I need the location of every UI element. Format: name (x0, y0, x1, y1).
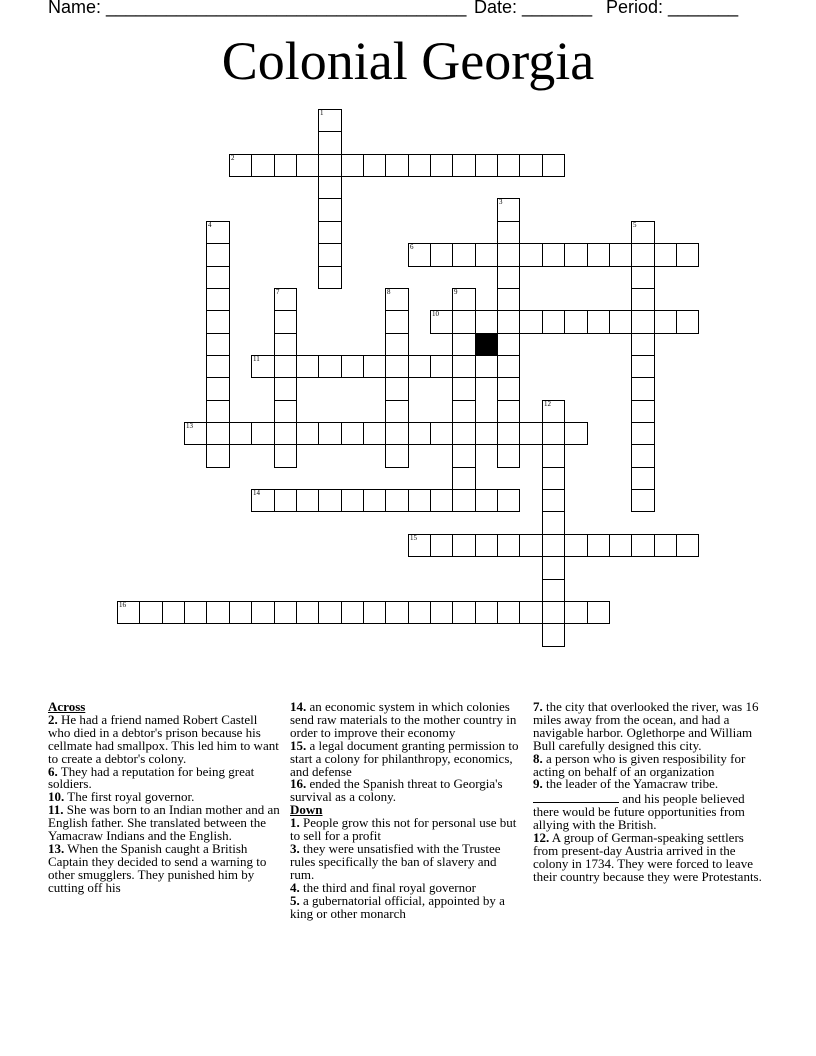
grid-cell[interactable] (676, 534, 699, 557)
grid-cell[interactable] (430, 534, 453, 557)
grid-cell[interactable] (318, 489, 342, 512)
grid-cell[interactable] (452, 154, 476, 177)
clue-number: 5 (633, 221, 637, 229)
grid-cell[interactable] (676, 310, 699, 334)
grid-cell[interactable] (475, 154, 498, 177)
grid-cell[interactable] (274, 310, 297, 334)
grid-cell[interactable] (497, 266, 520, 289)
date-field-label[interactable]: Date: _______ (474, 0, 593, 17)
grid-cell[interactable] (184, 422, 207, 445)
grid-cell[interactable] (519, 310, 543, 334)
grid-cell[interactable] (497, 198, 520, 222)
grid-cell[interactable] (497, 400, 520, 423)
grid-cell[interactable] (318, 154, 342, 177)
grid-cell[interactable] (676, 243, 699, 267)
clue-down-7: 7. the city that overlooked the river, was 16 miles away from the ocean, and had a navigable harbor. Oglethorpe and William Bull carefully designed this city. (533, 699, 759, 753)
grid-cell[interactable] (654, 534, 677, 557)
grid-cell[interactable] (452, 310, 476, 334)
grid-cell[interactable] (385, 377, 409, 401)
grid-cell[interactable] (452, 534, 476, 557)
grid-cell[interactable] (408, 489, 431, 512)
grid-cell[interactable] (296, 601, 319, 624)
clue-number: 12 (544, 400, 551, 408)
grid-cell[interactable] (631, 422, 655, 445)
grid-cell[interactable] (206, 310, 230, 334)
clue-number: 10 (432, 310, 439, 318)
grid-cell[interactable] (430, 489, 453, 512)
grid-cell[interactable] (251, 601, 275, 624)
grid-cell[interactable] (274, 444, 297, 468)
clue-number: 1 (320, 109, 324, 117)
grid-cell[interactable] (564, 310, 588, 334)
grid-cell[interactable] (497, 333, 520, 356)
grid-cell[interactable] (139, 601, 163, 624)
clue-number: 2 (231, 154, 235, 162)
grid-cell[interactable] (587, 601, 610, 624)
grid-cell[interactable] (206, 444, 230, 468)
grid-cell-black (475, 333, 498, 356)
grid-cell[interactable] (274, 154, 297, 177)
grid-cell[interactable] (542, 444, 565, 468)
grid-cell[interactable] (542, 422, 565, 445)
grid-cell[interactable] (274, 288, 297, 311)
grid-cell[interactable] (519, 422, 543, 445)
grid-cell[interactable] (385, 400, 409, 423)
grid-cell[interactable] (519, 243, 543, 267)
grid-cell[interactable] (452, 355, 476, 378)
grid-cell[interactable] (385, 422, 409, 445)
clue-across-16: 16. ended the Spanish threat to Georgia's survival as a colony. (290, 776, 503, 805)
grid-cell[interactable] (631, 221, 655, 244)
grid-cell[interactable] (385, 333, 409, 356)
name-field-label[interactable]: Name: ____________________________________ (48, 0, 467, 17)
grid-cell[interactable] (229, 422, 252, 445)
grid-cell[interactable] (452, 333, 476, 356)
grid-cell[interactable] (542, 243, 565, 267)
grid-cell[interactable] (430, 601, 453, 624)
grid-cell[interactable] (206, 355, 230, 378)
grid-cell[interactable] (497, 377, 520, 401)
grid-cell[interactable] (162, 601, 185, 624)
grid-cell[interactable] (318, 355, 342, 378)
grid-cell[interactable] (631, 310, 655, 334)
grid-cell[interactable] (206, 288, 230, 311)
grid-cell[interactable] (117, 601, 140, 624)
grid-cell[interactable] (408, 534, 431, 557)
grid-cell[interactable] (497, 310, 520, 334)
grid-cell[interactable] (631, 266, 655, 289)
grid-cell[interactable] (475, 534, 498, 557)
page-title: Colonial Georgia (221, 31, 595, 91)
grid-cell[interactable] (475, 355, 498, 378)
period-field-label[interactable]: Period: _______ (606, 0, 739, 17)
grid-cell[interactable] (206, 266, 230, 289)
grid-cell[interactable] (542, 601, 565, 624)
grid-cell[interactable] (274, 422, 297, 445)
grid-cell[interactable] (542, 489, 565, 512)
grid-cell[interactable] (206, 422, 230, 445)
clue-down-12: 12. A group of German-speaking settlers from present-day Austria arrived in the colony in 1734. They were forced to leave their country because they were Protestants. (533, 830, 762, 884)
grid-cell[interactable] (631, 489, 655, 512)
grid-cell[interactable] (475, 310, 498, 334)
grid-cell[interactable] (229, 601, 252, 624)
grid-cell[interactable] (631, 333, 655, 356)
grid-cell[interactable] (296, 422, 319, 445)
clue-number: 3 (499, 198, 503, 206)
grid-cell[interactable] (341, 489, 364, 512)
grid-cell[interactable] (542, 467, 565, 490)
grid-cell[interactable] (587, 310, 610, 334)
grid-cell[interactable] (542, 310, 565, 334)
clue-number: 7 (276, 288, 280, 296)
grid-cell[interactable] (251, 154, 275, 177)
grid-cell[interactable] (274, 601, 297, 624)
grid-cell[interactable] (385, 444, 409, 468)
grid-cell[interactable] (542, 623, 565, 647)
grid-cell[interactable] (497, 221, 520, 244)
grid-cell[interactable] (542, 556, 565, 580)
clue-across-6: 6. They had a reputation for being great soldiers. (48, 763, 255, 792)
grid-cell[interactable] (542, 511, 565, 535)
clue-number: 16 (119, 601, 126, 609)
clues-column-2 (290, 701, 522, 920)
clues-column-1 (48, 701, 280, 895)
grid-cell[interactable] (274, 377, 297, 401)
grid-cell[interactable] (631, 467, 655, 490)
grid-cell[interactable] (408, 601, 431, 624)
grid-cell[interactable] (587, 534, 610, 557)
grid-cell[interactable] (497, 534, 520, 557)
clue-number: 6 (410, 243, 414, 251)
grid-cell[interactable] (542, 400, 565, 423)
grid-cell[interactable] (385, 489, 409, 512)
clue-across-14: 14. an economic system in which colonies send raw materials to the mother country in order to improve their economy (290, 699, 517, 740)
grid-cell[interactable] (408, 154, 431, 177)
grid-cell[interactable] (497, 422, 520, 445)
grid-cell[interactable] (206, 400, 230, 423)
grid-cell[interactable] (206, 243, 230, 267)
grid-cell[interactable] (318, 109, 342, 132)
grid-cell[interactable] (452, 422, 476, 445)
grid-cell[interactable] (452, 601, 476, 624)
clue-number: 4 (208, 221, 212, 229)
clue-number: 14 (253, 489, 260, 497)
clue-down-9: 9. the leader of the Yamacraw tribe. and his people believed there would be future opportunities from allying with the British. (533, 776, 745, 833)
answer-blank[interactable] (533, 791, 619, 803)
grid-cell[interactable] (631, 377, 655, 401)
grid-cell[interactable] (542, 579, 565, 602)
grid-cell[interactable] (274, 355, 297, 378)
grid-cell[interactable] (452, 243, 476, 267)
grid-cell[interactable] (296, 489, 319, 512)
grid-cell[interactable] (609, 534, 632, 557)
grid-cell[interactable] (206, 601, 230, 624)
clue-across-11: 11. She was born to an Indian mother and an English father. She translated between the Yamacraw Indians and the English. (48, 802, 280, 844)
clue-number: 13 (186, 422, 193, 430)
grid-cell[interactable] (497, 444, 520, 468)
grid-cell[interactable] (363, 601, 386, 624)
clue-number: 8 (387, 288, 391, 296)
grid-cell[interactable] (184, 601, 207, 624)
grid-cell[interactable] (229, 154, 252, 177)
grid-cell[interactable] (206, 377, 230, 401)
grid-cell[interactable] (341, 154, 364, 177)
grid-cell[interactable] (497, 355, 520, 378)
grid-cell[interactable] (251, 489, 275, 512)
grid-cell[interactable] (385, 288, 409, 311)
grid-cell[interactable] (519, 534, 543, 557)
clue-down-4: 4. the third and final royal governor (290, 879, 476, 895)
grid-cell[interactable] (542, 154, 565, 177)
clue-number: 11 (253, 355, 260, 363)
grid-cell[interactable] (452, 377, 476, 401)
clue-down-3: 3. they were unsatisfied with the Trustee rules specifically the ban of slavery and rum. (290, 840, 501, 882)
grid-cell[interactable] (430, 243, 453, 267)
grid-cell[interactable] (430, 422, 453, 445)
grid-cell[interactable] (341, 422, 364, 445)
grid-cell[interactable] (296, 154, 319, 177)
grid-cell[interactable] (430, 355, 453, 378)
grid-cell[interactable] (631, 288, 655, 311)
grid-cell[interactable] (363, 422, 386, 445)
grid-cell[interactable] (430, 310, 453, 334)
grid-cell[interactable] (385, 154, 409, 177)
grid-cell[interactable] (564, 243, 588, 267)
grid-cell[interactable] (318, 422, 342, 445)
grid-cell[interactable] (475, 243, 498, 267)
grid-cell[interactable] (631, 444, 655, 468)
grid-cell[interactable] (631, 355, 655, 378)
grid-cell[interactable] (385, 310, 409, 334)
grid-cell[interactable] (341, 601, 364, 624)
grid-cell[interactable] (631, 534, 655, 557)
grid-cell[interactable] (609, 310, 632, 334)
grid-cell[interactable] (475, 489, 498, 512)
clue-across-13: 13. When the Spanish caught a British Captain they decided to send a warning to other smugglers. They punished him by cutting off his (48, 840, 267, 895)
grid-cell[interactable] (318, 198, 342, 222)
grid-cell[interactable] (363, 355, 386, 378)
clue-down-8: 8. a person who is given resposibility for acting on behalf of an organization (533, 750, 746, 779)
grid-cell[interactable] (206, 333, 230, 356)
grid-cell[interactable] (475, 422, 498, 445)
grid-cell[interactable] (564, 534, 588, 557)
grid-cell[interactable] (318, 176, 342, 199)
grid-cell[interactable] (318, 601, 342, 624)
grid-cell[interactable] (274, 400, 297, 423)
grid-cell[interactable] (385, 355, 409, 378)
grid-cell[interactable] (452, 400, 476, 423)
grid-cell[interactable] (654, 243, 677, 267)
across-heading: Across (48, 699, 86, 714)
grid-cell[interactable] (542, 534, 565, 557)
clue-across-2: 2. He had a friend named Robert Castell who died in a debtor's prison because his cellmate had smallpox. This led him to want to create a debtor's colony. (48, 711, 279, 766)
grid-cell[interactable] (408, 243, 431, 267)
grid-cell[interactable] (341, 355, 364, 378)
grid-cell[interactable] (274, 489, 297, 512)
grid-cell[interactable] (631, 243, 655, 267)
grid-cell[interactable] (452, 489, 476, 512)
grid-cell[interactable] (475, 601, 498, 624)
grid-cell[interactable] (251, 422, 275, 445)
clue-across-15: 15. a legal document granting permission to start a colony for philanthropy, economics, and defense (290, 737, 519, 779)
grid-cell[interactable] (452, 444, 476, 468)
grid-cell[interactable] (654, 310, 677, 334)
grid-cell[interactable] (564, 601, 588, 624)
down-heading: Down (290, 802, 323, 818)
grid-cell[interactable] (206, 221, 230, 244)
grid-cell[interactable] (363, 154, 386, 177)
grid-cell[interactable] (519, 154, 543, 177)
grid-cell[interactable] (318, 221, 342, 244)
grid-cell[interactable] (408, 355, 431, 378)
grid-cell[interactable] (609, 243, 632, 267)
grid-cell[interactable] (408, 422, 431, 445)
grid-cell[interactable] (251, 355, 275, 378)
grid-cell[interactable] (385, 601, 409, 624)
clues-column-3 (533, 701, 765, 884)
grid-cell[interactable] (296, 355, 319, 378)
grid-cell[interactable] (587, 243, 610, 267)
grid-cell[interactable] (452, 467, 476, 490)
grid-cell[interactable] (318, 131, 342, 155)
grid-cell[interactable] (631, 400, 655, 423)
clue-down-1: 1. People grow this not for personal use but to sell for a profit (290, 815, 517, 844)
clue-across-10: 10. The first royal governor. (48, 789, 195, 805)
grid-cell[interactable] (497, 288, 520, 311)
grid-cell[interactable] (274, 333, 297, 356)
grid-cell[interactable] (452, 288, 476, 311)
grid-cell[interactable] (497, 154, 520, 177)
grid-cell[interactable] (318, 266, 342, 289)
grid-cell[interactable] (363, 489, 386, 512)
grid-cell[interactable] (497, 601, 520, 624)
grid-cell[interactable] (430, 154, 453, 177)
grid-cell[interactable] (497, 489, 520, 512)
grid-cell[interactable] (564, 422, 588, 445)
clue-number: 15 (410, 534, 417, 542)
clue-number: 9 (454, 288, 458, 296)
grid-cell[interactable] (519, 601, 543, 624)
clue-down-5: 5. a gubernatorial official, appointed by a king or other monarch (290, 892, 505, 921)
grid-cell[interactable] (497, 243, 520, 267)
grid-cell[interactable] (318, 243, 342, 267)
